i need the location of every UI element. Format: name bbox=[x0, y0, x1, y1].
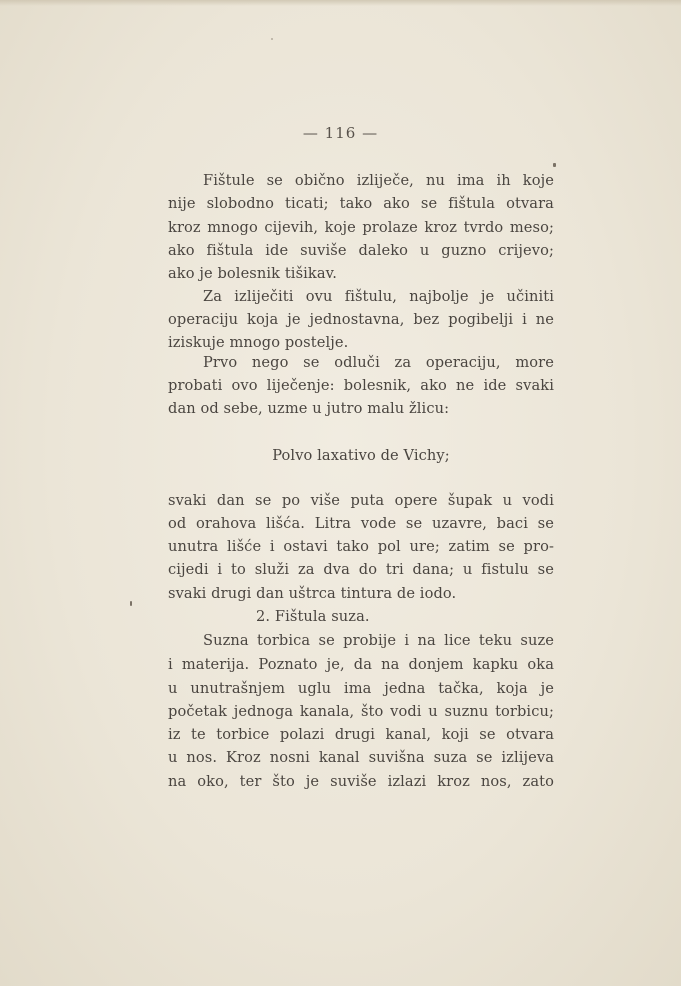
text-line: svaki dan se po više puta opere šupak u vodi bbox=[168, 492, 554, 509]
section-heading: 2. Fištula suza. bbox=[256, 608, 370, 625]
text-line: Suzna torbica se probije i na lice teku suze bbox=[203, 632, 554, 649]
text-line: Prvo nego se odluči za operaciju, more bbox=[203, 354, 554, 371]
text-line: početak jednoga kanala, što vodi u suznu torbicu; bbox=[168, 703, 554, 720]
page-top-edge bbox=[0, 0, 681, 6]
page-number: — 116 — bbox=[302, 124, 379, 142]
text-line: na oko, ter što je suviše izlazi kroz nos, zato bbox=[168, 773, 554, 790]
text-line: iz te torbice polazi drugi kanal, koji se otvara bbox=[168, 726, 554, 743]
ink-speck bbox=[271, 38, 273, 40]
text-line: Fištule se obično izliječe, nu ima ih koje bbox=[203, 172, 554, 189]
text-line: iziskuje mnogo postelje. bbox=[168, 334, 349, 351]
text-line: probati ovo liječenje: bolesnik, ako ne ide svaki bbox=[168, 377, 554, 394]
formula-line: Polvo laxativo de Vichy; bbox=[272, 447, 450, 464]
text-line: dan od sebe, uzme u jutro malu žlicu: bbox=[168, 400, 450, 417]
text-line: ako je bolesnik tišikav. bbox=[168, 265, 338, 282]
ink-speck bbox=[553, 163, 556, 167]
text-line: cijedi i to služi za dva do tri dana; u fistulu se bbox=[168, 561, 554, 578]
text-line: ako fištula ide suviše daleko u guzno crijevo; bbox=[168, 242, 554, 259]
text-line: Za izliječiti ovu fištulu, najbolje je učiniti bbox=[203, 288, 554, 305]
text-line: kroz mnogo cijevih, koje prolaze kroz tvrdo meso; bbox=[168, 219, 554, 236]
text-line: od orahova lišća. Litra vode se uzavre, baci se bbox=[168, 515, 554, 532]
text-line: svaki drugi dan uštrca tintura de iodo. bbox=[168, 585, 457, 602]
text-line: u nos. Kroz nosni kanal suvišna suza se izlijeva bbox=[168, 749, 554, 766]
ink-speck bbox=[130, 601, 132, 606]
text-line: unutra lišće i ostavi tako pol ure; zatim se pro- bbox=[168, 538, 554, 555]
text-line: i materija. Poznato je, da na donjem kapku oka bbox=[168, 656, 554, 673]
text-line: nije slobodno ticati; tako ako se fištula otvara bbox=[168, 195, 554, 212]
text-line: operaciju koja je jednostavna, bez pogibelji i ne bbox=[168, 311, 554, 328]
text-line: u unutrašnjem uglu ima jedna tačka, koja je bbox=[168, 680, 554, 697]
